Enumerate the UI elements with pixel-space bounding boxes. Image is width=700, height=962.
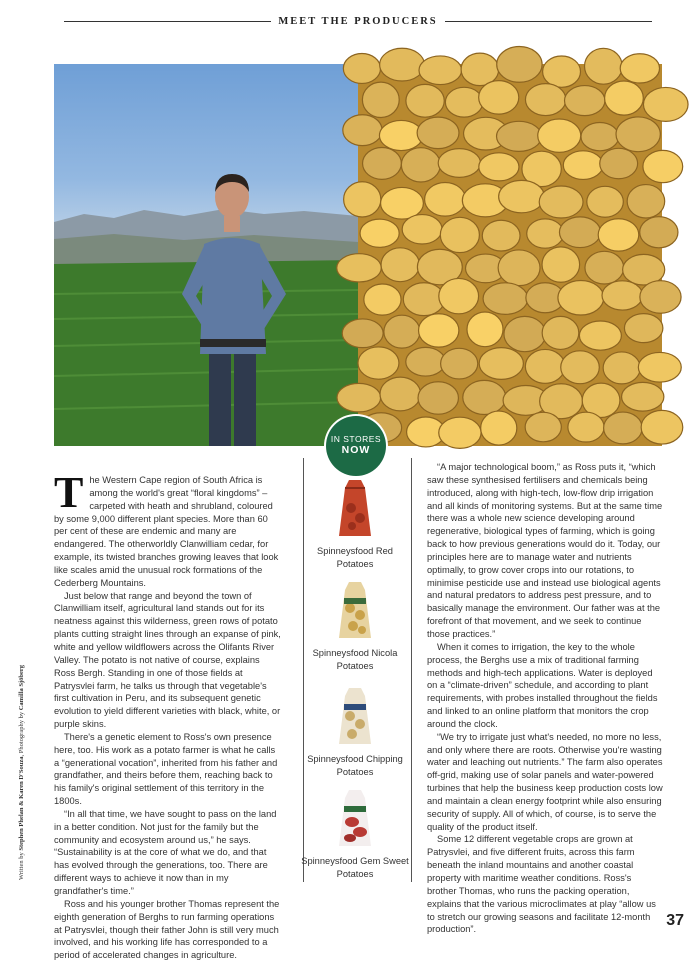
article-column-3 xyxy=(427,461,663,936)
product-red-potatoes[interactable] xyxy=(300,478,410,571)
product-name: Spinneysfood Nicola Potatoes xyxy=(312,648,398,671)
header-rule-left xyxy=(64,21,271,22)
paragraph: he Western Cape region of South Africa is among the world's great “floral kingdoms” – carpeted with heath and shrubland, coloured by some 9,000 different plant species. More than 60 per cent of these are endemic and many are endangered. The otherworldly Clanwilliam cedar, for example, its twisted branches growing leaves that look like scales amid the unusual rock formations of the Cederberg Mountains. xyxy=(54,475,279,588)
credit-prefix: Written by xyxy=(18,850,25,880)
badge-line2: NOW xyxy=(341,444,371,456)
paragraph: “In all that time, we have sought to pass on the land in a better condition. Not just for the family but the community and ecosystem around us,” he says. “Sustainability is at the core of what we do, and that has evolved through the generations, too. There are different ways to achieve it now than in my grandfather's time.” xyxy=(54,808,277,896)
product-nicola-potatoes[interactable] xyxy=(300,580,410,673)
photo-credit xyxy=(18,665,25,880)
header-rule-right xyxy=(445,21,652,22)
page-number: 37 xyxy=(666,912,684,929)
product-gem-sweet-potatoes[interactable] xyxy=(300,788,410,881)
in-stores-badge xyxy=(326,416,386,476)
drop-cap: T xyxy=(54,468,84,517)
product-name: Spinneysfood Chipping Potatoes xyxy=(307,754,403,777)
product-chipping-potatoes[interactable] xyxy=(300,686,410,779)
potato-bag-icon xyxy=(335,478,375,540)
credit-photographer: Camilla Sjöberg xyxy=(18,664,25,711)
product-name: Spinneysfood Red Potatoes xyxy=(317,546,393,569)
section-header xyxy=(64,10,652,32)
badge-line1: IN STORES xyxy=(330,434,382,444)
paragraph: When it comes to irrigation, the key to the whole process, the Berghs use a mix of traditional farming methods and high-tech applications. Water is deployed on a “climate-driven” schedule, and according to plant requirements, with probes installed throughout the fields and linked to an online platform that monitors the crop around the clock. xyxy=(427,641,658,729)
potato-bag-icon xyxy=(335,686,375,748)
paragraph: Ross and his younger brother Thomas represent the eighth generation of Berghs to run farming operations at Patrysvlei, though their father John is still very much involved, and his working life has corresponded to a period of accelerated changes in agriculture. xyxy=(54,898,280,961)
potato-bag-icon xyxy=(335,580,375,642)
potatoes-photo xyxy=(358,64,662,446)
credit-writers: Stephen Phelan & Karen D'Souza xyxy=(18,756,25,851)
paragraph: “We try to irrigate just what's needed, no more no less, and only where there are roots. Otherwise you're wasting water and leaching out nutrients.” The farm also operates off-grid, making use of solar panels and water-powered turbines that help the business keep production costs low and maintain a clean energy footprint while also ensuring security of supply. All of which, of course, is to serve the quality of the product itself. xyxy=(427,731,663,832)
product-name: Spinneysfood Gem Sweet Potatoes xyxy=(301,856,409,879)
paragraph: There's a genetic element to Ross's own presence here, too. His work as a potato farmer is what he calls a “generational vocation”, inherited from his father and grandfather, and theirs before them, reaching back to his family's original settlement of this territory in the 1800s. xyxy=(54,731,278,807)
paragraph: “A major technological boom,” as Ross puts it, “which saw these synthesised fertilisers and chemicals being introduced, along with high-tech, low-flow drip irrigation and all kinds of monitoring systems. But at the same time there was a whole new science developing around regenerative, biological types of farming, which is going back to how previous generations would do it. Today, our principles here are to manage water and nutrients optimally, to grow cover crops into our rotations, to minimise pesticide use and instead use biological agents and natural predators to address pest pressure, and to basically manage the environment. Our father was at the forefront of that movement, and we seek to continue those practices.” xyxy=(427,462,663,639)
credit-mid: , Photography by xyxy=(18,710,25,757)
paragraph: Some 12 different vegetable crops are grown at Patrysvlei, and five different fruits, across this farm beneath the inland mountains and another coastal property with maritime weather conditions. Ross's brother Thomas, who runs the packing operation, explains that the various microclimates at play “allow us to stretch our growing seasons and facilitate 12-month production”. xyxy=(427,834,656,935)
article-column-1 xyxy=(54,468,282,962)
column-divider-right xyxy=(411,458,412,882)
paragraph: Just below that range and beyond the town of Clanwilliam itself, agricultural land stands out for its neatness against this wilderness, green rows of potato plants cutting straight lines through an expanse of pink, white and yellow wildflowers across the Olifants River Valley. The potato is not native of course, explains Ross Bergh. Standing in one of those fields at Patrysvlei farm, he talks us through that vegetable's first cultivation in Peru, and its subsequent genetic evolution to yield different varieties with black, white, or purple skins. xyxy=(54,590,281,730)
section-title: MEET THE PRODUCERS xyxy=(278,15,438,27)
potato-bag-icon xyxy=(335,788,375,850)
farmer-photo xyxy=(54,64,358,446)
